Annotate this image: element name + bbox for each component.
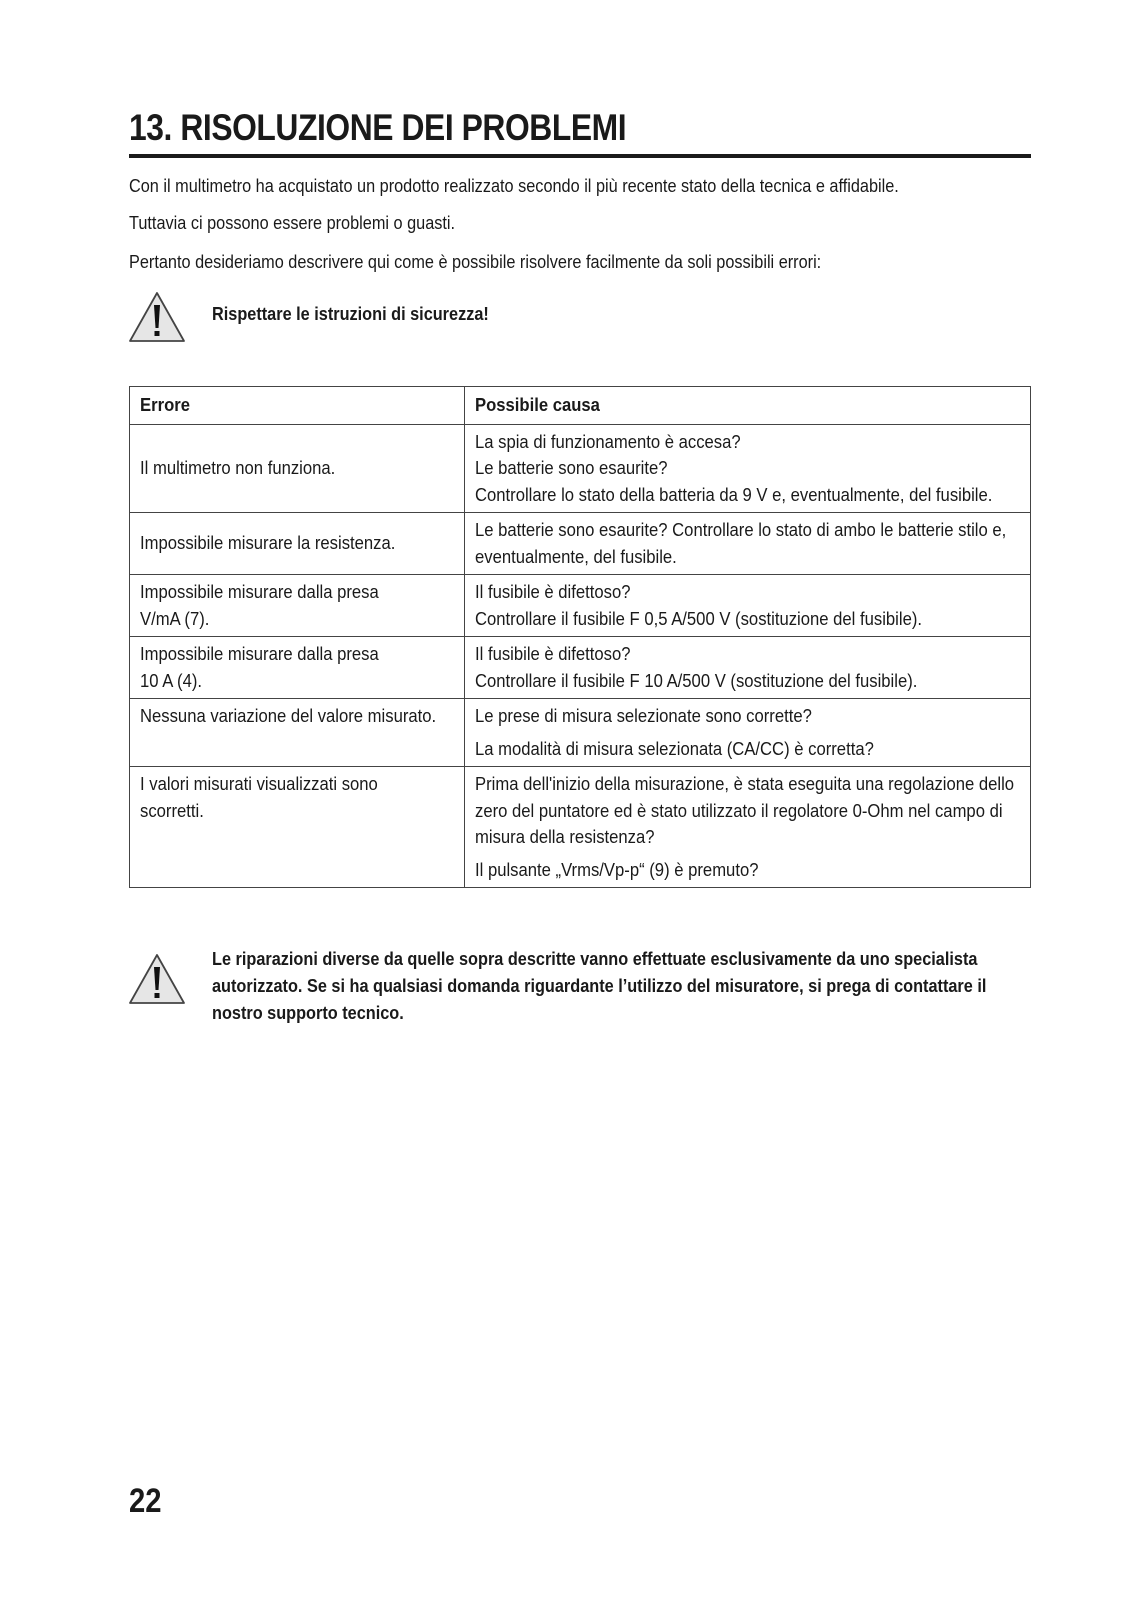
repair-note: Le riparazioni diverse da quelle sopra descritte vanno effettuate esclusivamente da uno specialista autorizzato. Se si ha qualsiasi domanda riguardante l’utilizzo del misuratore, si prega di contattare il nostro supporto tecnico.: [212, 948, 987, 1023]
page-title: 13. RISOLUZIONE DEI PROBLEMI: [129, 107, 627, 148]
title-rule: [129, 154, 1031, 158]
table-row: [130, 513, 1031, 575]
error-cell: I valori misurati visualizzati sono scorretti.: [130, 767, 465, 888]
cause-cell: [465, 767, 1031, 888]
cause-line: Le prese di misura selezionate sono corrette?: [475, 705, 812, 726]
cause-cell: [465, 513, 1031, 575]
cause-line: Controllare il fusibile F 10 A/500 V (sostituzione del fusibile).: [475, 669, 918, 691]
warning-triangle-icon: [128, 953, 186, 1005]
cause-cell: [465, 637, 1031, 699]
table-row: [130, 699, 1031, 767]
error-cell: Il multimetro non funziona.: [130, 424, 465, 513]
troubleshooting-table: [129, 386, 1031, 888]
page-number: 22: [129, 1482, 162, 1520]
cause-line: La modalità di misura selezionata (CA/CC) è corretta?: [475, 737, 874, 759]
intro-paragraph-1: Con il multimetro ha acquistato un prodotto realizzato secondo il più recente stato della tecnica e affidabile.: [129, 175, 899, 196]
error-cell: Impossibile misurare la resistenza.: [130, 513, 465, 575]
cause-cell: [465, 575, 1031, 637]
column-header-error: Errore: [130, 387, 465, 425]
column-header-cause: Possibile causa: [465, 387, 1031, 425]
table-row: [130, 637, 1031, 699]
table-row: [130, 424, 1031, 513]
error-cell: Impossibile misurare dalla presa V/mA (7).: [130, 575, 465, 637]
table-row: [130, 767, 1031, 888]
cause-line: Controllare il fusibile F 0,5 A/500 V (sostituzione del fusibile).: [475, 607, 923, 629]
warning-triangle-icon: [128, 291, 186, 343]
table-row: [130, 575, 1031, 637]
table-header-row: [130, 387, 1031, 425]
cause-line: Il fusibile è difettoso?: [475, 581, 631, 602]
cause-cell: [465, 699, 1031, 767]
safety-note: Rispettare le istruzioni di sicurezza!: [212, 303, 489, 324]
cause-line: Le batterie sono esaurite? Controllare lo stato di ambo le batterie stilo e, eventualmente, del fusibile.: [475, 519, 1007, 567]
cause-line: Le batterie sono esaurite?: [475, 457, 668, 478]
error-cell: Impossibile misurare dalla presa 10 A (4).: [130, 637, 465, 699]
error-cell: Nessuna variazione del valore misurato.: [130, 699, 465, 767]
intro-paragraph-3: Pertanto desideriamo descrivere qui come è possibile risolvere facilmente da soli possibili errori:: [129, 251, 822, 272]
cause-cell: [465, 424, 1031, 513]
cause-line: La spia di funzionamento è accesa?: [475, 430, 741, 452]
cause-line: Controllare lo stato della batteria da 9 V e, eventualmente, del fusibile.: [475, 483, 993, 505]
cause-line: Prima dell'inizio della misurazione, è stata eseguita una regolazione dello zero del puntatore ed è stato utilizzato il regolatore 0-Ohm nel campo di misura della resistenza?: [475, 773, 1015, 847]
cause-line: Il fusibile è difettoso?: [475, 643, 631, 664]
cause-line: Il pulsante „Vrms/Vp-p“ (9) è premuto?: [475, 858, 759, 880]
intro-paragraph-2: Tuttavia ci possono essere problemi o guasti.: [129, 212, 456, 233]
